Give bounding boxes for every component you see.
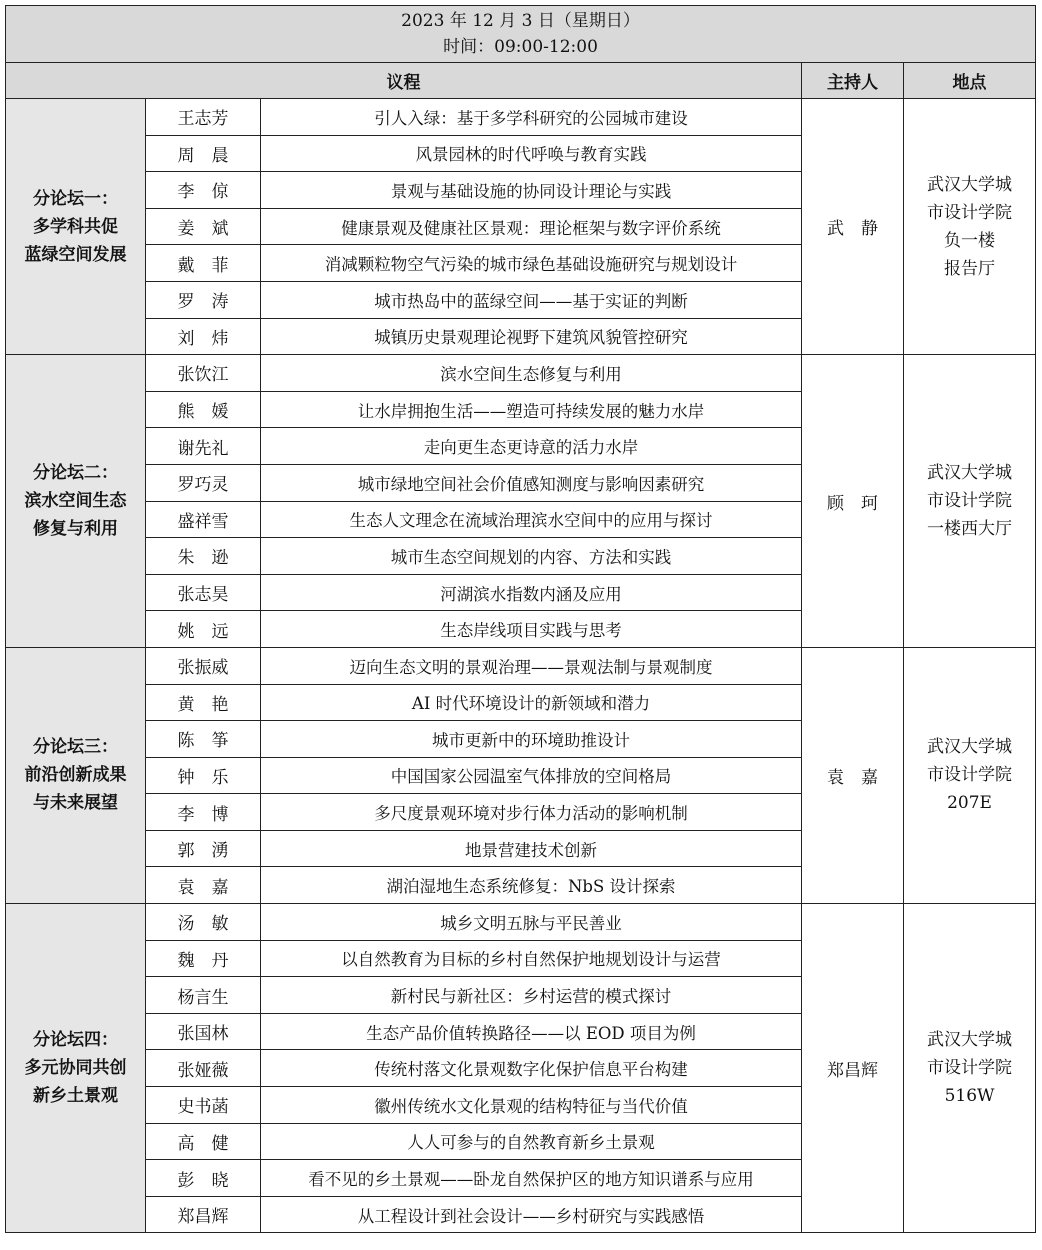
column-header-row	[6, 63, 1036, 99]
speaker-name: 刘 炜	[146, 318, 261, 355]
host-name: 武 静	[802, 99, 904, 355]
forum-name-line: 分论坛二：	[33, 463, 118, 484]
venue-line: 516W	[944, 1086, 995, 1107]
speaker-name: 张志昊	[146, 574, 261, 611]
venue	[904, 904, 1036, 1233]
speaker-name: 钟 乐	[146, 757, 261, 794]
venue-line: 207E	[947, 793, 992, 814]
talk-title: 城市生态空间规划的内容、方法和实践	[261, 538, 802, 575]
speaker-name: 陈 筝	[146, 721, 261, 758]
talk-title: 城市热岛中的蓝绿空间——基于实证的判断	[261, 281, 802, 318]
venue-line: 武汉大学城	[927, 737, 1013, 758]
speaker-name: 周 晨	[146, 135, 261, 172]
speaker-name: 张振威	[146, 647, 261, 684]
speaker-name: 张国林	[146, 1013, 261, 1050]
talk-row	[6, 904, 1036, 941]
speaker-name: 杨言生	[146, 977, 261, 1014]
host-name: 顾 珂	[802, 355, 904, 648]
host-column-header: 主持人	[802, 63, 904, 99]
talk-title: 消减颗粒物空气污染的城市绿色基础设施研究与规划设计	[261, 245, 802, 282]
speaker-name: 彭 晓	[146, 1160, 261, 1197]
forum-name	[6, 904, 146, 1233]
header-row	[6, 6, 1036, 63]
venue	[904, 99, 1036, 355]
talk-title: 地景营建技术创新	[261, 830, 802, 867]
talk-title: 走向更生态更诗意的活力水岸	[261, 428, 802, 465]
talk-title: 湖泊湿地生态系统修复：NbS 设计探索	[261, 867, 802, 904]
talk-title: 城市更新中的环境助推设计	[261, 721, 802, 758]
forum-name-line: 滨水空间生态	[24, 491, 127, 512]
forum-name	[6, 355, 146, 648]
forum-name-line: 分论坛三：	[33, 737, 118, 758]
venue-line: 市设计学院	[927, 1058, 1013, 1079]
speaker-name: 高 健	[146, 1123, 261, 1160]
venue-line: 武汉大学城	[927, 463, 1013, 484]
forum-name-line: 前沿创新成果	[24, 765, 127, 786]
time-text: 时间：09:00-12:00	[443, 37, 598, 57]
speaker-name: 史书菡	[146, 1087, 261, 1124]
speaker-name: 王志芳	[146, 99, 261, 136]
forum-name-line: 分论坛一：	[33, 188, 118, 209]
talk-title: 城市绿地空间社会价值感知测度与影响因素研究	[261, 464, 802, 501]
talk-title: 生态产品价值转换路径——以 EOD 项目为例	[261, 1013, 802, 1050]
speaker-name: 郑昌辉	[146, 1196, 261, 1233]
talk-title: 风景园林的时代呼唤与教育实践	[261, 135, 802, 172]
talk-title: 滨水空间生态修复与利用	[261, 355, 802, 392]
talk-title: 从工程设计到社会设计——乡村研究与实践感悟	[261, 1196, 802, 1233]
speaker-name: 谢先礼	[146, 428, 261, 465]
venue-line: 市设计学院	[927, 491, 1013, 512]
forum-name-line: 多学科共促	[33, 216, 118, 237]
speaker-name: 戴 菲	[146, 245, 261, 282]
venue	[904, 647, 1036, 903]
talk-row	[6, 647, 1036, 684]
speaker-name: 罗巧灵	[146, 464, 261, 501]
speaker-name: 黄 艳	[146, 684, 261, 721]
talk-title: 中国国家公园温室气体排放的空间格局	[261, 757, 802, 794]
forum-name-line: 蓝绿空间发展	[24, 244, 127, 265]
talk-title: 看不见的乡土景观——卧龙自然保护区的地方知识谱系与应用	[261, 1160, 802, 1197]
forum-name-line: 多元协同共创	[24, 1058, 127, 1079]
talk-row	[6, 99, 1036, 136]
date-text: 2023 年 12 月 3 日（星期日）	[401, 11, 640, 31]
talk-title: AI 时代环境设计的新领域和潜力	[261, 684, 802, 721]
agenda-column-header: 议程	[6, 63, 802, 99]
talk-title: 让水岸拥抱生活——塑造可持续发展的魅力水岸	[261, 391, 802, 428]
talk-title: 生态人文理念在流域治理滨水空间中的应用与探讨	[261, 501, 802, 538]
talk-title: 人人可参与的自然教育新乡土景观	[261, 1123, 802, 1160]
venue-line: 市设计学院	[927, 202, 1013, 223]
speaker-name: 汤 敏	[146, 904, 261, 941]
talk-title: 河湖滨水指数内涵及应用	[261, 574, 802, 611]
venue-line: 一楼西大厅	[927, 519, 1013, 540]
speaker-name: 姚 远	[146, 611, 261, 648]
talk-title: 景观与基础设施的协同设计理论与实践	[261, 172, 802, 209]
speaker-name: 袁 嘉	[146, 867, 261, 904]
forum-name-line: 分论坛四：	[33, 1030, 118, 1051]
talk-title: 健康景观及健康社区景观：理论框架与数字评价系统	[261, 208, 802, 245]
speaker-name: 熊 媛	[146, 391, 261, 428]
talk-title: 新村民与新社区：乡村运营的模式探讨	[261, 977, 802, 1014]
forum-name-line: 新乡土景观	[33, 1086, 118, 1107]
speaker-name: 姜 斌	[146, 208, 261, 245]
talk-row	[6, 355, 1036, 392]
venue-line: 负一楼	[944, 230, 996, 251]
talk-title: 引人入绿：基于多学科研究的公园城市建设	[261, 99, 802, 136]
talk-title: 生态岸线项目实践与思考	[261, 611, 802, 648]
schedule-table	[5, 5, 1036, 1233]
talk-title: 以自然教育为目标的乡村自然保护地规划设计与运营	[261, 940, 802, 977]
speaker-name: 罗 涛	[146, 281, 261, 318]
speaker-name: 魏 丹	[146, 940, 261, 977]
talk-title: 迈向生态文明的景观治理——景观法制与景观制度	[261, 647, 802, 684]
venue	[904, 355, 1036, 648]
talk-title: 城乡文明五脉与平民善业	[261, 904, 802, 941]
speaker-name: 李 博	[146, 794, 261, 831]
speaker-name: 张饮江	[146, 355, 261, 392]
forum-name-line: 与未来展望	[33, 793, 118, 814]
talk-title: 城镇历史景观理论视野下建筑风貌管控研究	[261, 318, 802, 355]
venue-column-header: 地点	[904, 63, 1036, 99]
speaker-name: 盛祥雪	[146, 501, 261, 538]
talk-title: 徽州传统水文化景观的结构特征与当代价值	[261, 1087, 802, 1124]
host-name: 袁 嘉	[802, 647, 904, 903]
speaker-name: 李 倞	[146, 172, 261, 209]
date-time-header	[6, 6, 1036, 63]
venue-line: 市设计学院	[927, 765, 1013, 786]
talk-title: 多尺度景观环境对步行体力活动的影响机制	[261, 794, 802, 831]
forum-name	[6, 647, 146, 903]
speaker-name: 郭 湧	[146, 830, 261, 867]
host-name: 郑昌辉	[802, 904, 904, 1233]
venue-line: 武汉大学城	[927, 1030, 1013, 1051]
venue-line: 报告厅	[944, 258, 996, 279]
venue-line: 武汉大学城	[927, 174, 1013, 195]
speaker-name: 张娅薇	[146, 1050, 261, 1087]
speaker-name: 朱 逊	[146, 538, 261, 575]
forum-name-line: 修复与利用	[33, 519, 118, 540]
talk-title: 传统村落文化景观数字化保护信息平台构建	[261, 1050, 802, 1087]
forum-name	[6, 99, 146, 355]
